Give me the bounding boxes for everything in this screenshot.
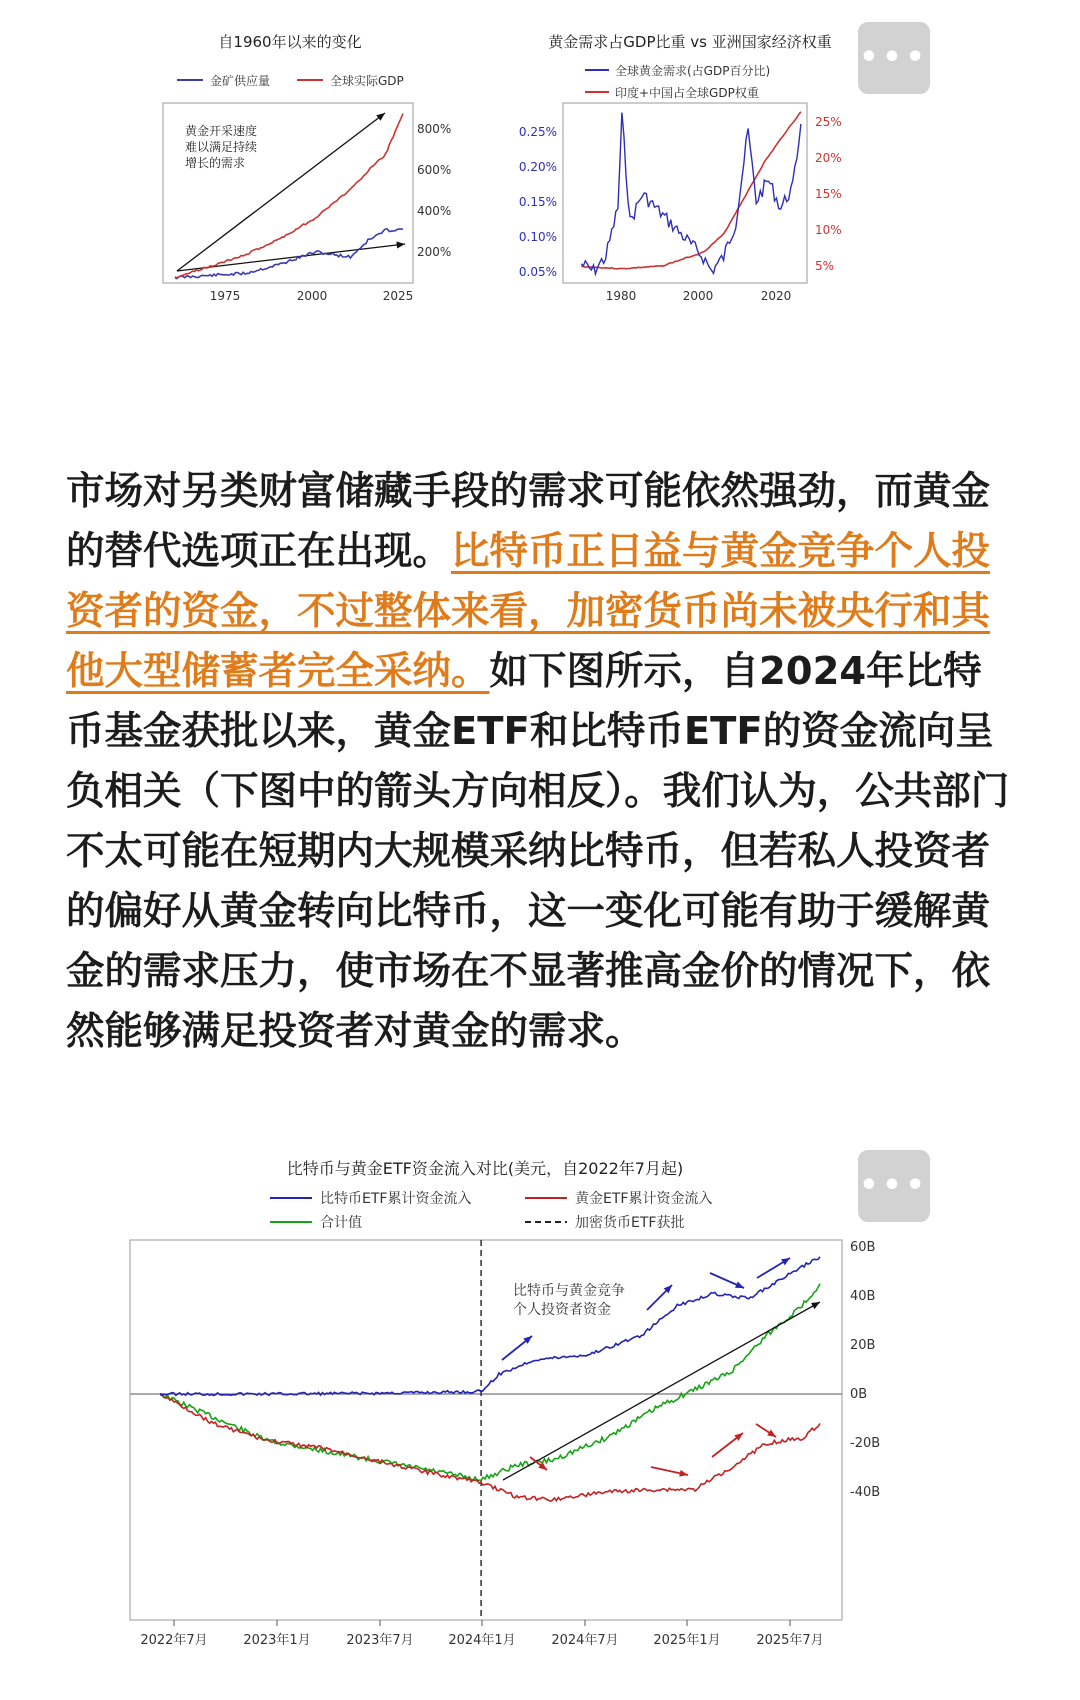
chart1-legend-gdp: 全球实际GDP (330, 74, 404, 88)
chart-gold-demand-vs-asia-weight (505, 25, 865, 315)
more-dots-icon: ••• (859, 1168, 929, 1203)
btc-up-arrow (757, 1258, 790, 1278)
chart2-ytick-right: 5% (815, 259, 835, 273)
chart2-ytick-right: 15% (815, 187, 842, 201)
btc-up-arrow (502, 1336, 532, 1360)
more-options-button[interactable] (858, 1150, 930, 1222)
chart3-xtick: 2023年7月 (346, 1633, 414, 1648)
btc-up-arrow (647, 1285, 672, 1310)
chart1-supply-line (175, 229, 403, 279)
chart2-legend-demand: 全球黄金需求(占GDP百分比) (615, 64, 771, 78)
chart2-ytick-left: 0.20% (518, 160, 557, 174)
more-dots-icon: ••• (859, 40, 929, 75)
chart3-xticks (140, 1620, 823, 1648)
chart3-xtick: 2024年7月 (551, 1633, 619, 1648)
chart2-ytick-left: 0.15% (518, 195, 557, 209)
article-text-body: 如下图所示，自2024年比特币基金获批以来，黄金ETF和比特币ETF的资金流向呈负相关（下图中的箭头方向相反）。我们认为，公共部门不太可能在短期内大规模采纳比特币，但若私人投资者的偏好从黄金转向比特币，这一变化可能有助于缓解黄金的需求压力，使市场在不显著推高金价的情况下，依然能够满足投资者对黄金的需求。 (66, 649, 1010, 1054)
chart1-legend-supply: 金矿供应量 (210, 74, 271, 88)
chart1-xtick: 2025 (382, 289, 414, 303)
chart2-ytick-left: 0.25% (518, 125, 557, 139)
chart3-legend-approval: 加密货币ETF获批 (575, 1215, 685, 1231)
chart1-gdp-line (175, 114, 403, 278)
chart2-demand-line (581, 113, 801, 275)
gold-down-arrow (651, 1467, 688, 1477)
total-trend-arrow (503, 1302, 820, 1480)
chart2-title: 黄金需求占GDP比重 vs 亚洲国家经济权重 (548, 33, 832, 51)
chart2-xtick: 2020 (760, 289, 792, 303)
chart3-ytick: -40B (850, 1485, 881, 1500)
gold-down-arrow (756, 1424, 776, 1437)
article-highlight-link[interactable]: 比特币正日益与黄金竞争个人投资者的资金，不过整体来看，加密货币尚未被央行和其他大型储蓄者完全采纳。 (66, 529, 991, 694)
chart3-xtick: 2022年7月 (140, 1633, 208, 1648)
chart2-ytick-right: 20% (815, 151, 842, 165)
chart3-xtick: 2024年1月 (448, 1633, 516, 1648)
chart1-xtick: 1975 (209, 289, 241, 303)
chart1-ytick: 600% (417, 163, 452, 177)
chart-gold-supply-vs-gdp (155, 25, 485, 315)
gold-up-arrow (712, 1433, 743, 1457)
chart3-ytick: 60B (850, 1240, 876, 1255)
chart1-annotation: 黄金开采速度 难以满足持续 增长的需求 (185, 124, 258, 170)
chart3-xtick: 2025年7月 (756, 1633, 824, 1648)
btc-down-arrow (710, 1273, 744, 1288)
article-paragraph (66, 462, 1016, 1062)
chart2-xtick: 2000 (682, 289, 714, 303)
article-text-intro: 市场对另类财富储藏手段的需求可能依然强劲，而黄金的替代选项正在出现。 (66, 469, 991, 574)
chart2-ytick-right: 25% (815, 115, 842, 129)
chart3-xtick: 2025年1月 (653, 1633, 721, 1648)
chart2-ytick-right: 10% (815, 223, 842, 237)
chart1-ytick: 800% (417, 122, 452, 136)
chart1-ytick: 200% (417, 245, 452, 259)
chart2-weight-line (581, 112, 801, 269)
chart3-title: 比特币与黄金ETF资金流入对比(美元，自2022年7月起) (286, 1159, 684, 1178)
chart2-ytick-left: 0.05% (518, 265, 557, 279)
more-options-button[interactable] (858, 22, 930, 94)
chart3-ytick: 0B (850, 1387, 868, 1402)
chart3-legend-gold: 黄金ETF累计资金流入 (575, 1191, 713, 1207)
chart3-ytick: 40B (850, 1289, 876, 1304)
chart2-legend-weight: 印度+中国占全球GDP权重 (615, 86, 759, 100)
chart-btc-vs-gold-etf-flows (120, 1150, 910, 1690)
chart3-legend-btc: 比特币ETF累计资金流入 (320, 1191, 472, 1207)
chart3-annotation: 比特币与黄金竞争 个人投资者资金 (513, 1283, 625, 1318)
chart3-gold-line (160, 1394, 820, 1501)
chart3-ytick: -20B (850, 1436, 881, 1451)
chart1-xtick: 2000 (296, 289, 328, 303)
chart1-ytick: 400% (417, 204, 452, 218)
chart3-xtick: 2023年1月 (243, 1633, 311, 1648)
chart1-title: 自1960年以来的变化 (218, 33, 362, 51)
chart2-ytick-left: 0.10% (518, 230, 557, 244)
chart3-legend-total: 合计值 (320, 1215, 362, 1231)
chart3-ytick: 20B (850, 1338, 876, 1353)
chart2-plot-frame (563, 103, 807, 283)
chart2-xtick: 1980 (605, 289, 637, 303)
